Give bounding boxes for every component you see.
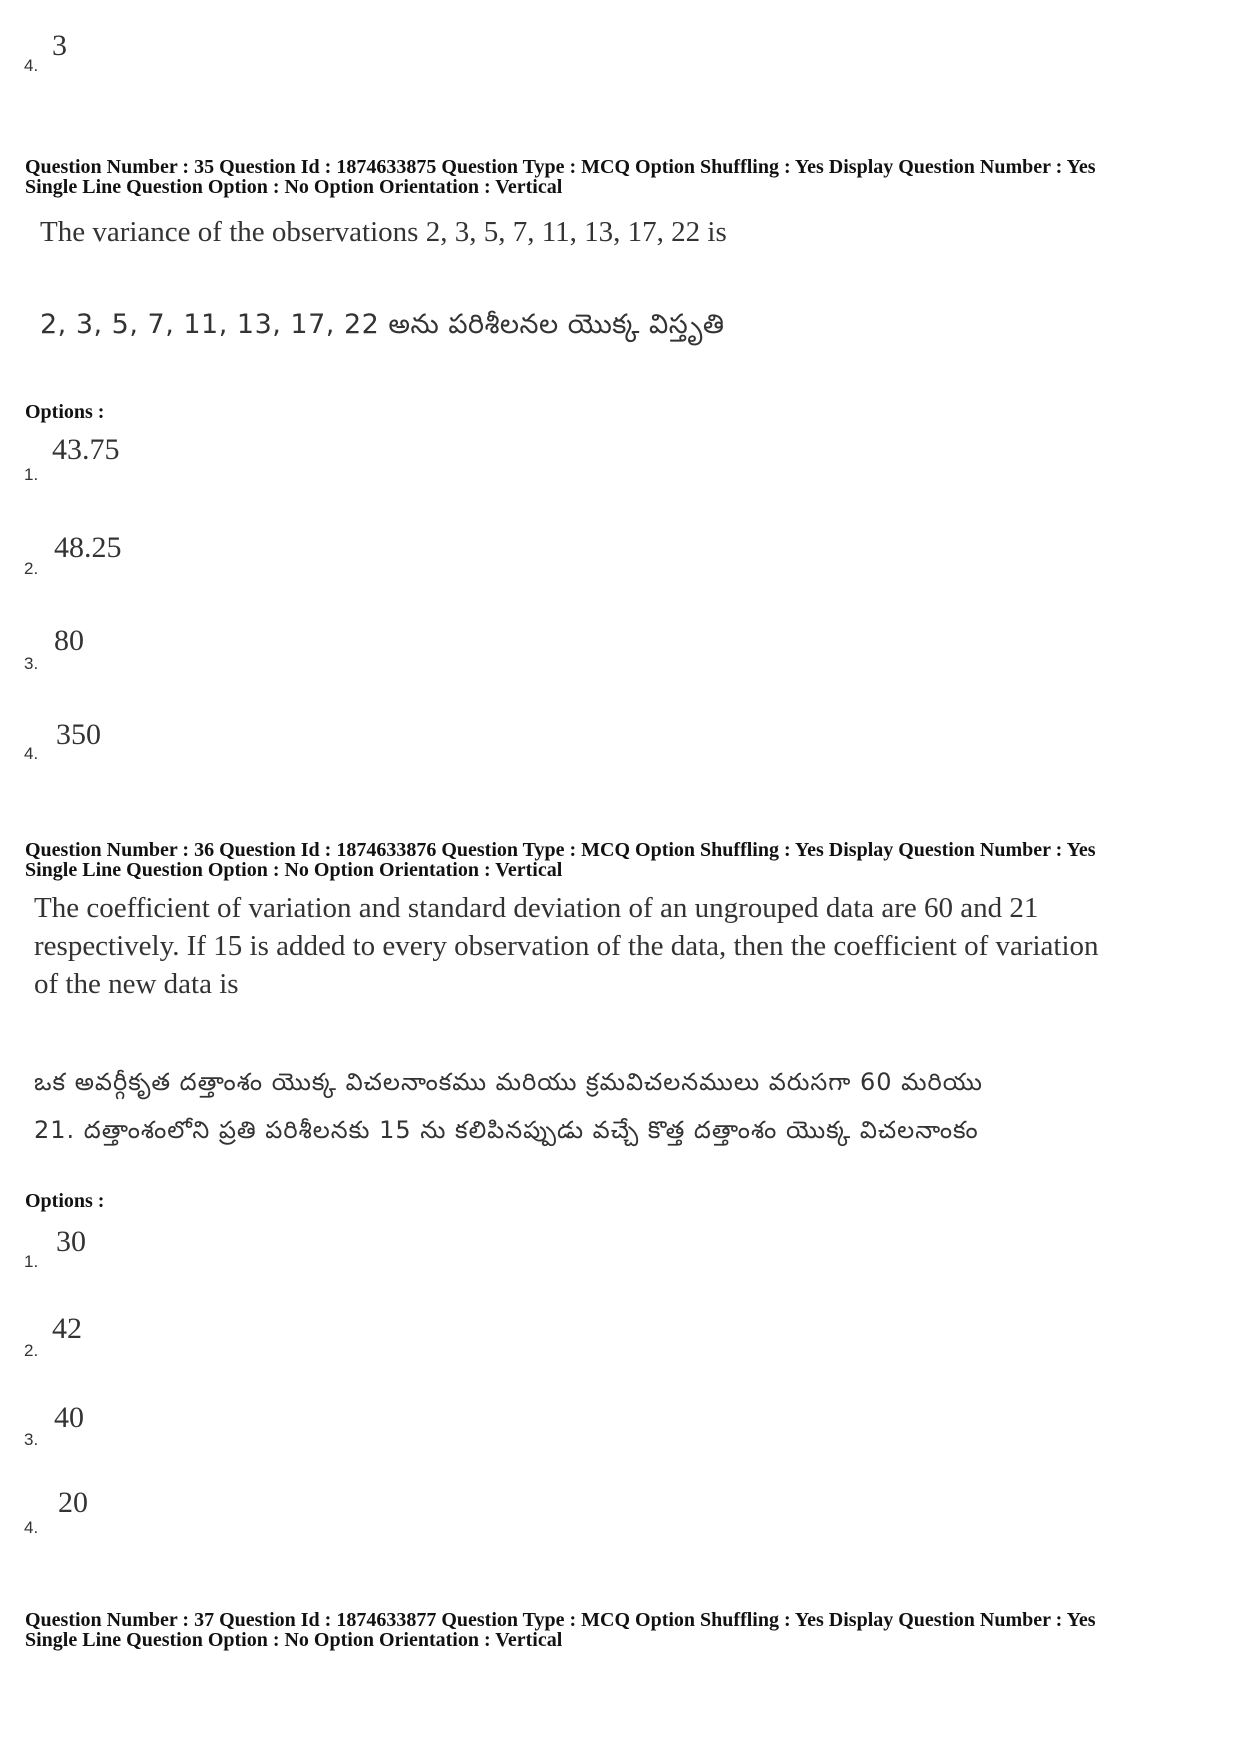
question-text-line: of the new data is <box>34 968 239 1000</box>
question-text-telugu <box>34 1058 1214 1154</box>
options-label: Options : <box>25 1190 105 1212</box>
option-value: 350 <box>56 718 101 751</box>
option-number: 3. <box>24 654 39 673</box>
option-number: 4. <box>24 1518 39 1537</box>
question-text-line: ఒక అవర్గీకృత దత్తాంశం యొక్క విచలనాంకము మరియు క్రమవిచలనములు వరుసగా 60 మరియు <box>34 1068 983 1096</box>
option-number: 4. <box>24 56 39 75</box>
question-text-line: 21. దత్తాంశంలోని ప్రతి పరిశీలనకు 15 ను కలిపినప్పుడు వచ్చే కొత్త దత్తాంశం యొక్క విచలనాంకం <box>34 1116 979 1144</box>
option-value: 40 <box>54 1401 84 1434</box>
question-text-telugu: 2, 3, 5, 7, 11, 13, 17, 22 అను పరిశీలనల యొక్క విస్తృతి <box>40 309 725 340</box>
option-value: 48.25 <box>54 531 122 564</box>
option-value: 30 <box>56 1225 86 1258</box>
question-meta-line2: Single Line Question Option : No Option Orientation : Vertical <box>25 176 563 198</box>
question-meta-line2: Single Line Question Option : No Option Orientation : Vertical <box>25 859 563 881</box>
option-value: 80 <box>54 624 84 657</box>
question-text-line: The coefficient of variation and standard deviation of an ungrouped data are 60 and 21 <box>34 892 1039 924</box>
question-meta-line2: Single Line Question Option : No Option Orientation : Vertical <box>25 1629 563 1651</box>
question-meta-line1: Question Number : 36 Question Id : 1874633876 Question Type : MCQ Option Shuffling : Yes Display Question Number : Yes <box>25 839 1096 861</box>
option-value: 43.75 <box>52 433 120 466</box>
option-number: 2. <box>24 559 39 578</box>
question-meta-line1: Question Number : 37 Question Id : 1874633877 Question Type : MCQ Option Shuffling : Yes Display Question Number : Yes <box>25 1609 1096 1631</box>
question-text-line: respectively. If 15 is added to every observation of the data, then the coefficient of variation <box>34 930 1099 962</box>
option-number: 3. <box>24 1430 39 1449</box>
option-number: 2. <box>24 1341 39 1360</box>
options-label: Options : <box>25 401 105 423</box>
option-value: 3 <box>52 29 67 62</box>
question-text-english <box>34 889 1214 1003</box>
option-value: 20 <box>58 1486 88 1519</box>
option-value: 42 <box>52 1312 82 1345</box>
option-number: 1. <box>24 465 39 484</box>
option-number: 4. <box>24 744 39 763</box>
option-number: 1. <box>24 1252 39 1271</box>
question-meta-line1: Question Number : 35 Question Id : 1874633875 Question Type : MCQ Option Shuffling : Yes Display Question Number : Yes <box>25 156 1096 178</box>
question-text-english: The variance of the observations 2, 3, 5, 7, 11, 13, 17, 22 is <box>40 216 727 248</box>
